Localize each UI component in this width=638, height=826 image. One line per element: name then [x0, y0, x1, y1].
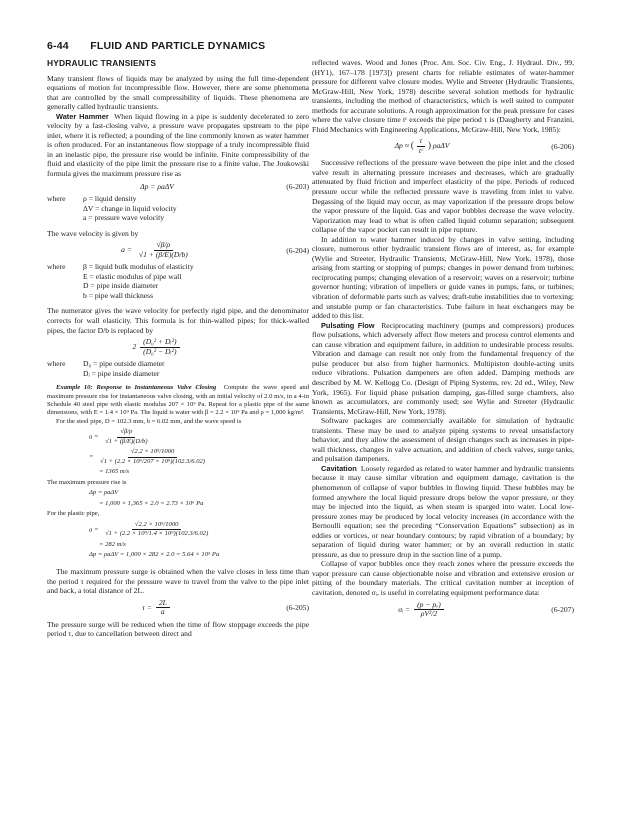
fraction-numerator: √2.2 × 10⁹/1000	[132, 521, 182, 531]
fraction-denominator: tᶜ	[418, 145, 423, 155]
thick-wall-factor	[47, 338, 309, 356]
equation-lhs: Δp ≈	[394, 141, 409, 151]
paragraph: In addition to water hammer induced by changes in valve setting, including closure, numerous other hydraulic transient flows are of interest, as, for example (Wylie and Streeter, Hydraulic Transients, McGraw-Hill, New York, 1978), those arising from starting or stopping of pumps; changes in power demand from turbines; reciprocating pumps; changing elevation of a reservoir; waves on a reservoir; turbine governor hunting; vibration of impellers or guide vanes in pumps, fans, or turbines; vibration of deformable parts such as valves; draft-tube instabilities due to vortexing; and unstable pump or fan characteristics. Tube failure in heat exchangers may be added to this list.	[312, 234, 574, 321]
calc-line: Δp = ρaΔV	[89, 489, 119, 497]
fraction-numerator: √2.2 × 10⁹/1000	[128, 448, 178, 458]
where-keyword: where	[47, 194, 66, 204]
fraction-denominator: a	[160, 607, 165, 617]
paragraph: Software packages are commercially available for simulation of hydraulic transients. These may be used to analyze piping systems to reveal unsatisfactory behavior, and they allow the assessment of design changes such as increases in pipe-wall thickness, changes in valve actuation, and addition of check valves, surge tanks, and pulsation dampeners.	[312, 416, 574, 464]
run-in-head: Cavitation	[321, 463, 357, 473]
example-paragraph: For the plastic pipe,	[47, 510, 100, 518]
where-list	[47, 194, 309, 223]
paragraph: The pressure surge will be reduced when the time of flow stoppage exceeds the pipe period τ, due to cancellation between direct and	[47, 619, 309, 639]
equation-factor: 2	[132, 341, 137, 351]
example-paragraph	[47, 384, 309, 418]
where-list	[47, 262, 309, 300]
definition: a = pressure wave velocity	[83, 213, 165, 223]
fraction-denominator: (D₀² − Dᵢ²)	[143, 346, 177, 356]
running-head: 6-44 FLUID AND PARTICLE DYNAMICS	[47, 40, 266, 52]
example-paragraph: For the steel pipe, D = 102.3 mm, b = 6.02 mm, and the wave speed is	[56, 417, 242, 425]
equation-lhs: a =	[121, 245, 132, 255]
fraction-numerator: 2L	[156, 599, 170, 609]
run-in-head: Pulsating Flow	[321, 320, 375, 330]
fraction-denominator: √1 + (β/E)(D/b)	[138, 249, 188, 259]
run-in-head: Water Hammer	[56, 111, 109, 121]
equation-6-206	[312, 137, 574, 155]
paragraph: The maximum pressure surge is obtained when the valve closes in less time than the period τ required for the pressure wave to travel from the valve to the pipe inlet and back, a total distance of 2L.	[47, 567, 309, 596]
paragraph: Collapse of vapor bubbles once they reach zones where the pressure exceeds the vapor pressure can cause objectionable noise and vibration and extensive erosion or pitting of the boundary materials. The critical cavitation number at inception of cavitation, denoted σᵢ, is useful in correlating equipment performance data:	[312, 559, 574, 597]
paragraph	[312, 464, 574, 559]
definition: ΔV = change in liquid velocity	[83, 203, 177, 213]
definition: b = pipe wall thickness	[83, 290, 154, 300]
right-column	[312, 58, 574, 622]
calc-line: = 282 m/s	[99, 540, 126, 548]
fraction-numerator: √β/ρ	[154, 241, 174, 251]
equation-lhs: σᵢ =	[398, 604, 411, 614]
fraction-numerator: (D₀² + Dᵢ²)	[140, 338, 179, 348]
equation-number: (6-203)	[286, 181, 309, 191]
calc-line	[89, 428, 309, 446]
paragraph-text: Loosely regarded as related to water hammer and hydraulic transients because it may cause similar vibration and equipment damage, cavitation is the phenomenon of collapse of vapor bubbles in flowing liquid. These bubbles may be formed anywhere the local liquid pressure drops below the vapor pressure, or they may be injected into the liquid, as when steam is sparged into water. Local low-pressure zones may be produced by local velocity increases (in accordance with the Bernoulli equation; see the preceding “Conservation Equations” subsection) as in eddies or vortices, or near boundary contours; by rapid vibration of a boundary; by separation of liquid during water hammer; or by an overall reduction in static pressure, as due to pressure drop in the suction line of a pump.	[312, 463, 574, 559]
fraction-numerator: τ	[417, 137, 426, 147]
definition: D = pipe inside diameter	[83, 281, 159, 291]
equation-body	[312, 601, 532, 619]
equation-lhs: τ =	[142, 602, 152, 612]
paragraph: reflected waves. Wood and Jones (Proc. Am. Soc. Civ. Eng., J. Hydraul. Div., 99, (HY1), 167–178 [1973]) present charts for reliable estimates of water-hammer pressure for different valve closure modes. Wylie and Streeter (Hydraulic Transients, McGraw-Hill, New York, 1978) describe several solution methods for hydraulic transients, including the method of characteristics, which is well suited to computer methods for accurate solutions. A rough approximation for the peak pressure for cases where the valve closure time tᶜ exceeds the pipe period τ is (Daugherty and Franzini, Fluid Mechanics with Engineering Applications, McGraw-Hill, New York, 1985):	[312, 58, 574, 134]
fraction	[102, 521, 211, 539]
paragraph: The wave velocity is given by	[47, 228, 139, 238]
equation-body	[47, 241, 267, 259]
equation-number: (6-204)	[286, 245, 309, 255]
example-title: Example 10: Response to Instantaneous Valve Closing	[56, 384, 217, 392]
fraction-denominator: √1 + (2.2 × 10⁹/207 × 10⁹)(102.3/6.02)	[100, 457, 205, 465]
paragraph: Successive reflections of the pressure wave between the pipe inlet and the closed valve result in alternating pressure increases and decreases, which are gradually attenuated by fluid friction and imperfect elasticity of the pipe. Periods of reduced pressure occur while the reflected pressure wave is traveling from inlet to valve. Degassing of the liquid may occur, as may vaporization if the pressure drops below the vapor pressure of the liquid. Gas and vapor bubbles decrease the wave velocity. Vaporization may lead to what is often called liquid column separation; subsequent collapse of the vapor pocket can result in pipe rupture.	[312, 158, 574, 235]
example-paragraph: The maximum pressure rise is	[47, 478, 127, 486]
paragraph	[312, 321, 574, 416]
example-text: Compute the wave speed and maximum pressure rise for instantaneous valve closing, with an initial velocity of 2.0 m/s, in a 4-in Schedule 40 steel pipe with elastic modulus 207 × 10⁹ Pa. Repeat for a plastic pipe of the same dimensions, with E = 1.4 × 10⁹ Pa. The liquid is water with β = 2.2 × 10⁹ Pa and ρ = 1,000 kg/m³.	[47, 384, 309, 417]
left-column	[47, 58, 309, 639]
definition: E = elastic modulus of pipe wall	[83, 271, 182, 281]
fraction	[414, 601, 444, 619]
equation-6-205	[47, 599, 309, 617]
calc-lhs: =	[89, 453, 94, 461]
definition: β = liquid bulk modulus of elasticity	[83, 262, 194, 272]
fraction-denominator: √1 + (β/E)(D/b)	[105, 437, 148, 445]
paragraph-text: When liquid flowing in a pipe is suddenly decelerated to zero velocity by a fast-closing valve, a pressure wave propagates upstream to the pipe inlet, where it is reflected; a pounding of the line commonly known as water hammer is often produced. For an instantaneous flow stoppage of a truly incompressible fluid in an inelastic pipe, the pressure rise would be infinite. Finite compressibility of the fluid and elasticity of the pipe limit the pressure rise to a finite value. The Joukowski formula gives the maximum pressure rise as	[47, 111, 310, 179]
calc-line	[89, 448, 309, 466]
equation-6-207	[312, 601, 574, 619]
calc-lhs: a =	[89, 526, 99, 534]
example-block	[47, 384, 309, 560]
fraction-numerator: (p − pᵥ)	[414, 601, 444, 611]
equation-6-204	[47, 241, 309, 259]
paragraph-text: Reciprocating machinery (pumps and compressors) produces flow pulsations, which adversely affect flow meters and process control elements and can cause vibration and equipment failure, in addition to undesirable process results. Vibration and damage can result not only from the fundamental frequency of the pulse producer but also from higher harmonics. Multipiston double-acting units reduce vibrations. Pulsation dampeners are often added. Damping methods are described by M. W. Kellogg Co. (Design of Piping Systems, rev. 2d ed., Wiley, New York, 1965). For liquid phase pulsation damping, gas-filled surge chambers, also known as accumulators, are commonly used; see Wylie and Streeter (Hydraulic Transients, McGraw-Hill, New York, 1978).	[312, 320, 575, 416]
fraction	[416, 137, 426, 155]
where-list	[47, 359, 309, 378]
equation-number: (6-206)	[551, 141, 574, 151]
fraction	[136, 241, 191, 259]
definition: D₀ = pipe outside diameter	[83, 359, 165, 369]
equation-body	[47, 599, 267, 617]
equation-body	[47, 338, 267, 356]
paragraph: Many transient flows of liquids may be analyzed by using the full time-dependent equations of motion for incompressible flow. However, there are some phenomena that are controlled by the small compressibility of liquids. These phenomena are generally called hydraulic transients.	[47, 73, 309, 112]
calc-lhs: a =	[89, 433, 99, 441]
calc-line	[89, 521, 309, 539]
fraction	[156, 599, 170, 617]
fraction	[97, 448, 208, 466]
fraction-denominator: √1 + (2.2 × 10⁹/1.4 × 10⁹)(102.3/6.02)	[105, 530, 209, 538]
calc-line: = 1365 m/s	[99, 468, 130, 476]
paragraph: The numerator gives the wave velocity for perfectly rigid pipe, and the denominator corrects for wall elasticity. This formula is for thin-walled pipes; for thick-walled pipes, the factor D/b is replaced by	[47, 306, 309, 335]
where-keyword: where	[47, 262, 66, 272]
equation-number: (6-205)	[286, 602, 309, 612]
fraction	[102, 428, 150, 446]
fraction-numerator: √β/ρ	[117, 428, 135, 438]
equation-body: Δp = ρaΔV	[140, 181, 174, 191]
definition: Dᵢ = pipe inside diameter	[83, 368, 160, 378]
calc-line: = 1,000 × 1,365 × 2.0 = 2.73 × 10⁶ Pa	[99, 499, 204, 507]
definition: ρ = liquid density	[83, 194, 137, 204]
where-keyword: where	[47, 359, 66, 369]
equation-6-203	[47, 182, 309, 192]
section-title: HYDRAULIC TRANSIENTS	[47, 58, 157, 68]
paragraph	[47, 112, 309, 179]
fraction-denominator: ρV²/2	[420, 609, 438, 619]
fraction	[140, 338, 179, 356]
equation-body: Δp ≈ ( $\frac{\tau}{\text{tᶜ}}$ ) ρaΔV	[394, 136, 450, 155]
equation-rhs: ρaΔV	[432, 141, 450, 151]
calc-line: Δp = ρaΔV = 1,000 × 282 × 2.0 = 5.64 × 10⁵ Pa	[89, 551, 220, 559]
equation-number: (6-207)	[551, 604, 574, 614]
